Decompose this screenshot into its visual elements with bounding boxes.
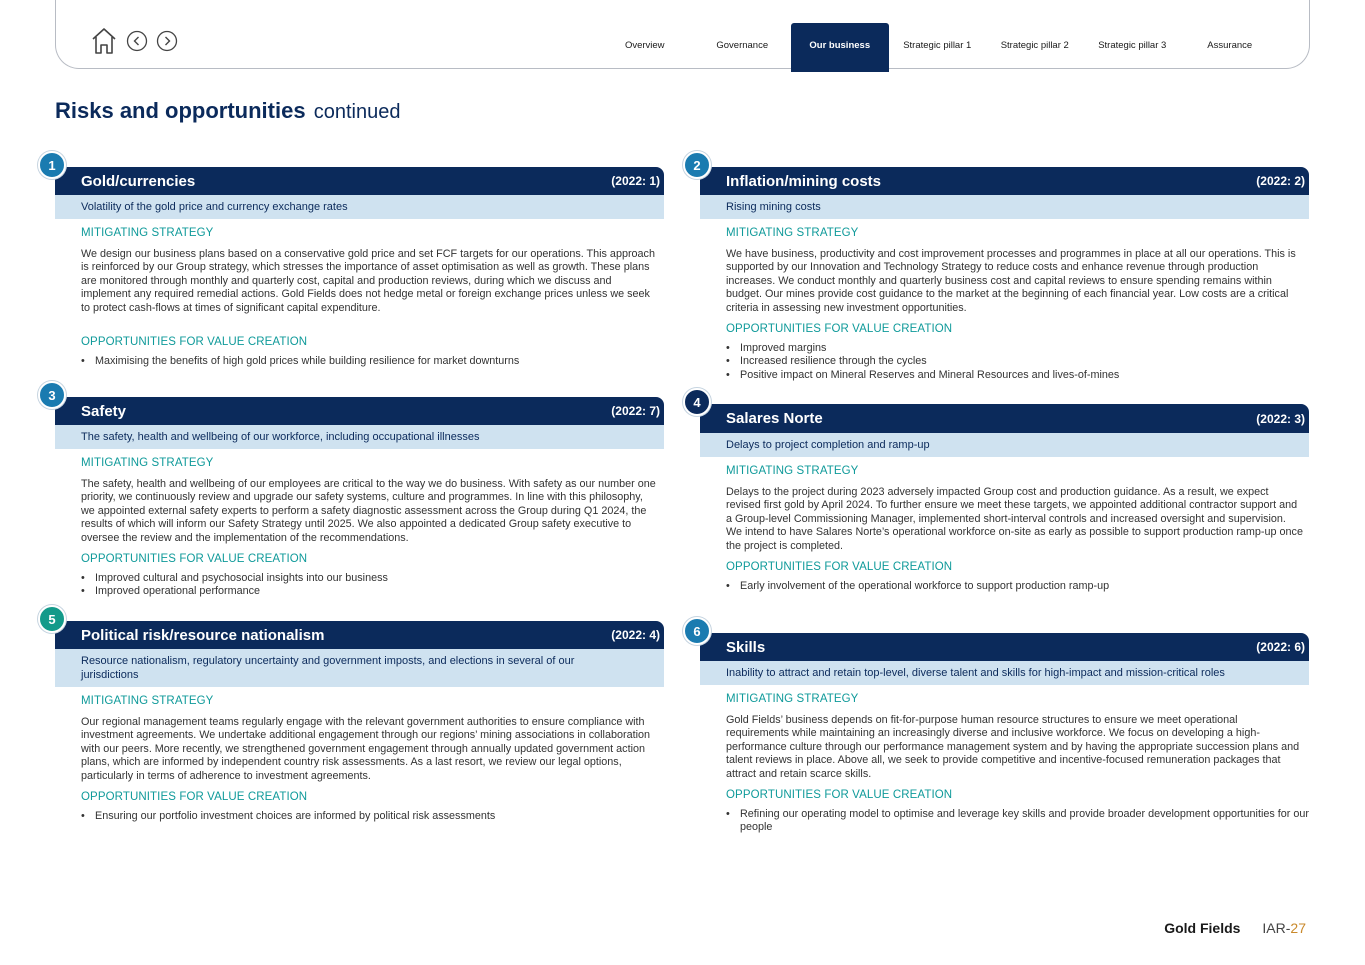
mitigating-label: MITIGATING STRATEGY bbox=[726, 693, 859, 705]
risk-title: Political risk/resource nationalism bbox=[81, 626, 325, 644]
back-icon[interactable] bbox=[126, 30, 148, 52]
risk-prior-rank: (2022: 2) bbox=[1256, 174, 1305, 188]
mitigating-text: We have business, productivity and cost improvement processes and programmes in place at all our operations. This is supported by our Innovation and Technology Strategy to reduce costs and enhance revenue through production increases. We conduct monthly and quarterly business cost and capital reviews to ensure spending remains within budget. Our mines provide cost guidance to the market at the beginning of each financial year. Low costs are a critical criteria in assessing new investment opportunities. bbox=[726, 248, 1296, 314]
risk-title: Inflation/mining costs bbox=[726, 172, 882, 190]
page-number-value: 27 bbox=[1290, 920, 1306, 936]
list-item: • Increased resilience through the cycles bbox=[726, 355, 1309, 368]
opportunities-label: OPPORTUNITIES FOR VALUE CREATION bbox=[81, 791, 308, 804]
mitigating-text: We design our business plans based on a conservative gold price and set FCF targets for our operations. This approach is reinforced by our Group strategy, which stresses the importance of asset optimisation as well as growth. These plans are monitored through monthly and quarterly cost, capital and production reviews, during which we discuss and implement any required remedial actions. Gold Fields does not hedge metal or foreign exchange prices unless we seek to protect cash-flows at times of significant capital expenditure. bbox=[81, 248, 655, 314]
risk-body bbox=[55, 695, 664, 823]
home-icon[interactable] bbox=[90, 26, 118, 56]
tab-assurance[interactable]: Assurance bbox=[1207, 40, 1253, 51]
opportunities-label: OPPORTUNITIES FOR VALUE CREATION bbox=[81, 553, 308, 566]
opportunities-label: OPPORTUNITIES FOR VALUE CREATION bbox=[726, 789, 953, 802]
risk-body bbox=[700, 465, 1309, 593]
risk-prior-rank: (2022: 6) bbox=[1256, 640, 1305, 654]
opportunities-list bbox=[726, 580, 1309, 593]
opportunities-list bbox=[81, 572, 664, 599]
risk-number-badge: 5 bbox=[38, 605, 66, 633]
tab-strategic-pillar-3[interactable]: Strategic pillar 3 bbox=[1098, 40, 1167, 51]
list-item: • Refining our operating model to optimise and leverage key skills and provide broader development opportunities for our people bbox=[726, 808, 1309, 835]
risk-header bbox=[700, 404, 1309, 433]
mitigating-text: Our regional management teams regularly engage with the relevant government authorities to ensure compliance with investment agreements. We undertake additional engagement through our regions’ mining associations in collaboration with our peers. More recently, we strengthened government engagement through annually updated government action plans, which are informed by independent country risk assessments. As a last resort, we review our legal options, particularly in terms of adherence to investment agreements. bbox=[81, 716, 650, 782]
tab-our-business[interactable]: Our business bbox=[791, 23, 889, 68]
mitigating-text: The safety, health and wellbeing of our employees are critical to the way we do business. With safety as our number one priority, we continuously review and upgrade our safety systems, culture and programmes. In line with this philosophy, we appointed external safety experts to perform a safety diagnostic assessment across the Group during Q1 2024, the results of which will inform our Safety Strategy until 2025. We also appointed a dedicated Group safety executive to oversee the review and the implementation of the recommendations. bbox=[81, 478, 656, 544]
tab-strategic-pillar-2[interactable]: Strategic pillar 2 bbox=[1000, 40, 1069, 51]
risk-title: Safety bbox=[81, 402, 127, 420]
risk-header bbox=[55, 621, 664, 649]
opportunities-list bbox=[81, 355, 664, 368]
risk-card-1 bbox=[48, 157, 664, 368]
risk-subtitle: Inability to attract and retain top-level, diverse talent and skills for high-impact and mission-critical roles bbox=[700, 661, 1309, 685]
nav-icons bbox=[90, 26, 178, 56]
risk-prior-rank: (2022: 3) bbox=[1256, 411, 1305, 426]
list-item: • Early involvement of the operational workforce to support production ramp-up bbox=[726, 580, 1309, 593]
risk-card-2 bbox=[693, 157, 1309, 382]
risk-header bbox=[700, 167, 1309, 195]
footer-brand: Gold Fields bbox=[1164, 920, 1241, 936]
risk-prior-rank: (2022: 7) bbox=[611, 404, 660, 418]
risk-title: Gold/currencies bbox=[81, 172, 196, 190]
opportunities-list bbox=[81, 810, 664, 823]
risk-header bbox=[55, 397, 664, 425]
mitigating-label: MITIGATING STRATEGY bbox=[726, 465, 859, 477]
list-item: • Maximising the benefits of high gold prices while building resilience for market downturns bbox=[81, 355, 664, 368]
risk-body bbox=[700, 227, 1309, 382]
risk-body bbox=[55, 227, 664, 368]
risk-header bbox=[55, 167, 664, 195]
risk-card-3 bbox=[48, 387, 664, 599]
risk-card-6 bbox=[693, 623, 1309, 835]
tab-overview[interactable]: Overview bbox=[624, 40, 665, 51]
page-title-main: Risks and opportunities bbox=[55, 98, 306, 123]
opportunities-list bbox=[726, 808, 1309, 835]
risk-title: Salares Norte bbox=[726, 410, 823, 427]
risk-body bbox=[55, 457, 664, 599]
opportunities-label: OPPORTUNITIES FOR VALUE CREATION bbox=[81, 336, 308, 349]
tab-strategic-pillar-1[interactable]: Strategic pillar 1 bbox=[903, 40, 972, 51]
risk-number-badge: 3 bbox=[38, 381, 66, 409]
risk-card-4 bbox=[693, 394, 1309, 593]
list-item: • Improved margins bbox=[726, 342, 1309, 355]
risk-subtitle: Volatility of the gold price and currency exchange rates bbox=[55, 195, 664, 219]
list-item: • Improved operational performance bbox=[81, 585, 664, 598]
nav-tabs bbox=[596, 23, 1279, 68]
risk-number-badge: 2 bbox=[683, 151, 711, 179]
mitigating-text: Delays to the project during 2023 adversely impacted Group cost and production guidance. As a result, we expect revised first gold by April 2024. To further ensure we meet these targets, we appointed additional contractor support and a Group-level Commissioning Manager, implemented short-interval controls and increased oversight and supervision. We intend to have Salares Norte’s operational workforce on-site as early as possible to support production ramp-up once the project is completed. bbox=[726, 486, 1303, 552]
mitigating-label: MITIGATING STRATEGY bbox=[726, 227, 859, 239]
risk-card-5 bbox=[48, 611, 664, 823]
forward-icon[interactable] bbox=[156, 30, 178, 52]
risk-subtitle: Resource nationalism, regulatory uncertainty and government imposts, and elections in several of our jurisdictions bbox=[55, 649, 664, 687]
page-title-sub: continued bbox=[313, 101, 401, 123]
mitigating-text: Gold Fields’ business depends on fit-for-purpose human resource structures to ensure we meet operational requirements while maintaining an increasingly diverse and inclusive workforce. We focus on developing a high-performance culture through our performance management system and by having the appropriate succession plans and talent reviews in place. Above all, we seek to provide competitive and incentive-focused remuneration packages that attract and retain scarce skills. bbox=[726, 714, 1300, 780]
risk-header bbox=[700, 633, 1309, 661]
mitigating-label: MITIGATING STRATEGY bbox=[81, 695, 214, 707]
risk-body bbox=[700, 693, 1309, 835]
opportunities-label: OPPORTUNITIES FOR VALUE CREATION bbox=[726, 561, 953, 574]
mitigating-label: MITIGATING STRATEGY bbox=[81, 457, 214, 469]
page-prefix: IAR- bbox=[1262, 920, 1291, 936]
risk-subtitle: Delays to project completion and ramp-up bbox=[700, 433, 1309, 457]
opportunities-label: OPPORTUNITIES FOR VALUE CREATION bbox=[726, 323, 953, 336]
list-item: • Ensuring our portfolio investment choices are informed by political risk assessments bbox=[81, 810, 664, 823]
list-item: • Positive impact on Mineral Reserves and Mineral Resources and lives-of-mines bbox=[726, 369, 1309, 382]
page-number bbox=[1262, 920, 1306, 936]
risk-number-badge: 4 bbox=[683, 388, 711, 416]
list-item: • Improved cultural and psychosocial insights into our business bbox=[81, 572, 664, 585]
page-title bbox=[55, 98, 400, 124]
risk-subtitle: Rising mining costs bbox=[700, 195, 1309, 219]
risk-subtitle: The safety, health and wellbeing of our workforce, including occupational illnesses bbox=[55, 425, 664, 449]
opportunities-list bbox=[726, 342, 1309, 382]
risk-title: Skills bbox=[726, 638, 766, 656]
page-footer bbox=[1164, 920, 1306, 936]
risk-number-badge: 1 bbox=[38, 151, 66, 179]
risk-number-badge: 6 bbox=[683, 617, 711, 645]
tab-governance[interactable]: Governance bbox=[716, 40, 769, 51]
risk-prior-rank: (2022: 4) bbox=[611, 628, 660, 642]
mitigating-label: MITIGATING STRATEGY bbox=[81, 227, 214, 239]
risk-prior-rank: (2022: 1) bbox=[611, 174, 660, 188]
